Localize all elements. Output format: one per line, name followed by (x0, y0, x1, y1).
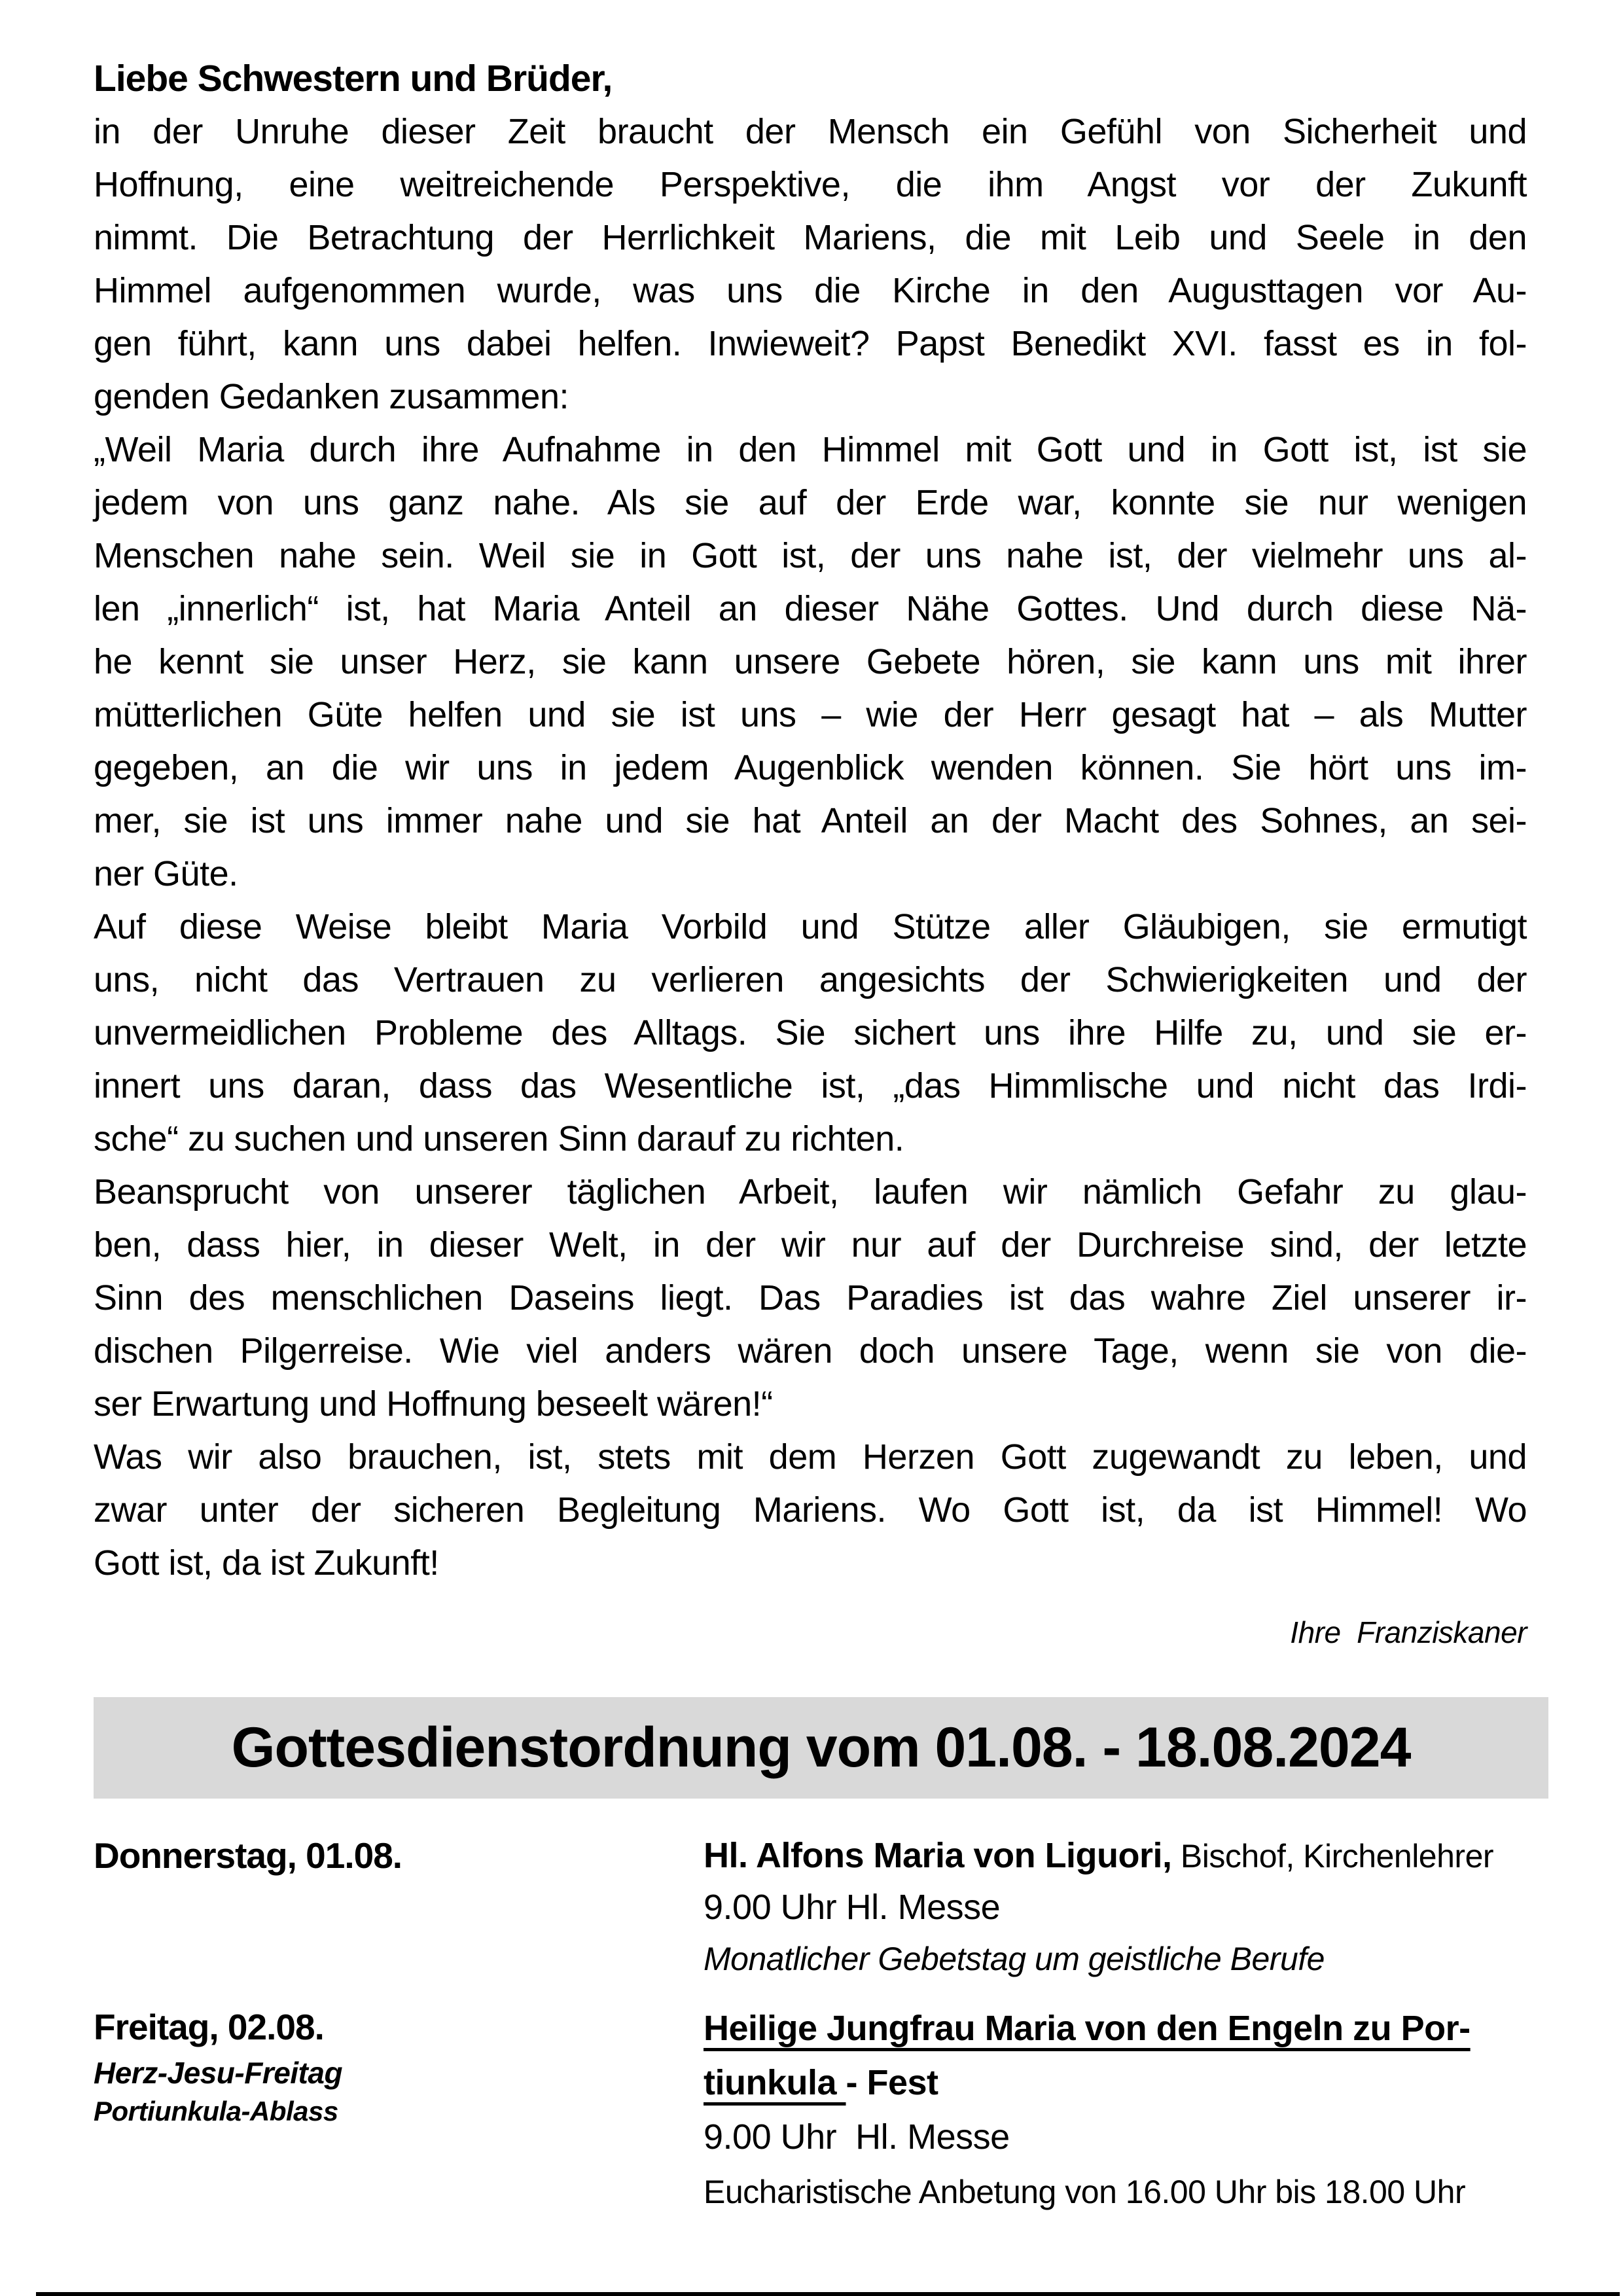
schedule-detail-line (704, 1830, 1592, 1882)
schedule-detail-segment: Bischof, Kirchenlehrer (1171, 1838, 1494, 1874)
letter-body (94, 105, 1527, 1590)
letter-salutation: Liebe Schwestern und Brüder, (94, 58, 613, 99)
letter-line: he kennt sie unser Herz, sie kann unsere Gebete hören, sie kann uns mit ihrer (94, 642, 1527, 681)
letter-line: sche“ zu suchen und unseren Sinn darauf zu richten. (94, 1119, 904, 1158)
letter-line: dischen Pilgerreise. Wie viel anders wären doch unsere Tage, wenn sie von die- (94, 1331, 1527, 1371)
schedule-detail-line (704, 1933, 1592, 1984)
schedule-detail-segment: 9.00 Uhr Hl. Messe (704, 1888, 1001, 1927)
letter-line: jedem von uns ganz nahe. Als sie auf der Erde war, konnte sie nur wenigen (94, 483, 1527, 522)
letter-signature: Ihre Franziskaner (1290, 1615, 1527, 1649)
letter-line: gegeben, an die wir uns in jedem Augenblick wenden können. Sie hört uns im- (94, 748, 1527, 787)
letter-line: nimmt. Die Betrachtung der Herrlichkeit Mariens, die mit Leib und Seele in den (94, 218, 1527, 257)
letter-line: Gott ist, da ist Zukunft! (94, 1543, 439, 1583)
schedule-detail-segment: Eucharistische Anbetung von 16.00 Uhr bis 18.00 Uhr (704, 2174, 1466, 2210)
letter-line: Beansprucht von unserer täglichen Arbeit, laufen wir nämlich Gefahr zu glau- (94, 1172, 1527, 1211)
schedule-detail-segment: 9.00 Uhr Hl. Messe (704, 2117, 1010, 2157)
letter-line: Was wir also brauchen, ist, stets mit dem Herzen Gott zugewandt zu leben, und (94, 1437, 1527, 1477)
schedule-row-date-column (94, 1830, 704, 1984)
schedule-date: Freitag, 02.08. (94, 2007, 324, 2047)
letter-line: Auf diese Weise bleibt Maria Vorbild und Stütze aller Gläubigen, sie ermutigt (94, 907, 1527, 946)
letter-line: in der Unruhe dieser Zeit braucht der Mensch ein Gefühl von Sicherheit und (94, 112, 1527, 151)
schedule-detail-line (704, 2110, 1592, 2164)
letter-line: ner Güte. (94, 854, 238, 893)
schedule-date: Donnerstag, 01.08. (94, 1835, 402, 1876)
schedule-banner: Gottesdienstordnung vom 01.08. - 18.08.2024 (94, 1697, 1548, 1799)
letter-line: Himmel aufgenommen wurde, was uns die Kirche in den Augusttagen vor Au- (94, 271, 1527, 310)
schedule-rows (94, 1830, 1592, 2219)
schedule-detail-segment: Monatlicher Gebetstag um geistliche Berufe (704, 1941, 1325, 1977)
letter-line: innert uns daran, dass das Wesentliche ist, „das Himmlische und nicht das Irdi- (94, 1066, 1527, 1105)
schedule-detail-line (704, 2056, 1592, 2110)
schedule-detail-segment: Hl. Alfons Maria von Liguori, (704, 1836, 1172, 1875)
letter-line: ser Erwartung und Hoffnung beseelt wären!“ (94, 1384, 773, 1424)
schedule-row-date-column (94, 2001, 704, 2219)
letter-line: len „innerlich“ ist, hat Maria Anteil an dieser Nähe Gottes. Und durch diese Nä- (94, 589, 1527, 628)
letter-line: Menschen nahe sein. Weil sie in Gott ist, der uns nahe ist, der vielmehr uns al- (94, 536, 1527, 575)
schedule-detail-line (704, 1882, 1592, 1933)
schedule-row (94, 2001, 1592, 2219)
schedule-detail-segment: - Fest (846, 2063, 938, 2102)
schedule-row-details-column (704, 2001, 1592, 2219)
letter-line: unvermeidlichen Probleme des Alltags. Sie sichert uns ihre Hilfe zu, und sie er- (94, 1013, 1527, 1052)
letter-line: „Weil Maria durch ihre Aufnahme in den Himmel mit Gott und in Gott ist, ist sie (94, 430, 1527, 469)
letter-line: genden Gedanken zusammen: (94, 377, 569, 416)
letter-line: mütterlichen Güte helfen und sie ist uns – wie der Herr gesagt hat – als Mutter (94, 695, 1527, 734)
schedule-date-note: Herz-Jesu-Freitag (94, 2056, 343, 2090)
schedule-row-details-column (704, 1830, 1592, 1984)
letter-line: mer, sie ist uns immer nahe und sie hat Anteil an der Macht des Sohnes, an sei- (94, 801, 1527, 840)
schedule-detail-line (704, 2001, 1592, 2056)
letter-line: Sinn des menschlichen Daseins liegt. Das Paradies ist das wahre Ziel unserer ir- (94, 1278, 1527, 1318)
letter-line: gen führt, kann uns dabei helfen. Inwieweit? Papst Benedikt XVI. fasst es in fol- (94, 324, 1527, 363)
schedule-detail-segment: tiunkula (704, 2063, 846, 2102)
schedule-date-note: Portiunkula-Ablass (94, 2096, 338, 2126)
bottom-separator-bar (36, 2292, 1620, 2296)
schedule-detail-segment: Heilige Jungfrau Maria von den Engeln zu Por- (704, 2009, 1471, 2048)
letter-line: uns, nicht das Vertrauen zu verlieren angesichts der Schwierigkeiten und der (94, 960, 1527, 999)
schedule-detail-line (704, 2164, 1592, 2219)
letter-line: zwar unter der sicheren Begleitung Mariens. Wo Gott ist, da ist Himmel! Wo (94, 1490, 1527, 1530)
letter-line: ben, dass hier, in dieser Welt, in der wir nur auf der Durchreise sind, der letzte (94, 1225, 1527, 1265)
letter-line: Hoffnung, eine weitreichende Perspektive, die ihm Angst vor der Zukunft (94, 165, 1527, 204)
schedule-row (94, 1830, 1592, 1984)
